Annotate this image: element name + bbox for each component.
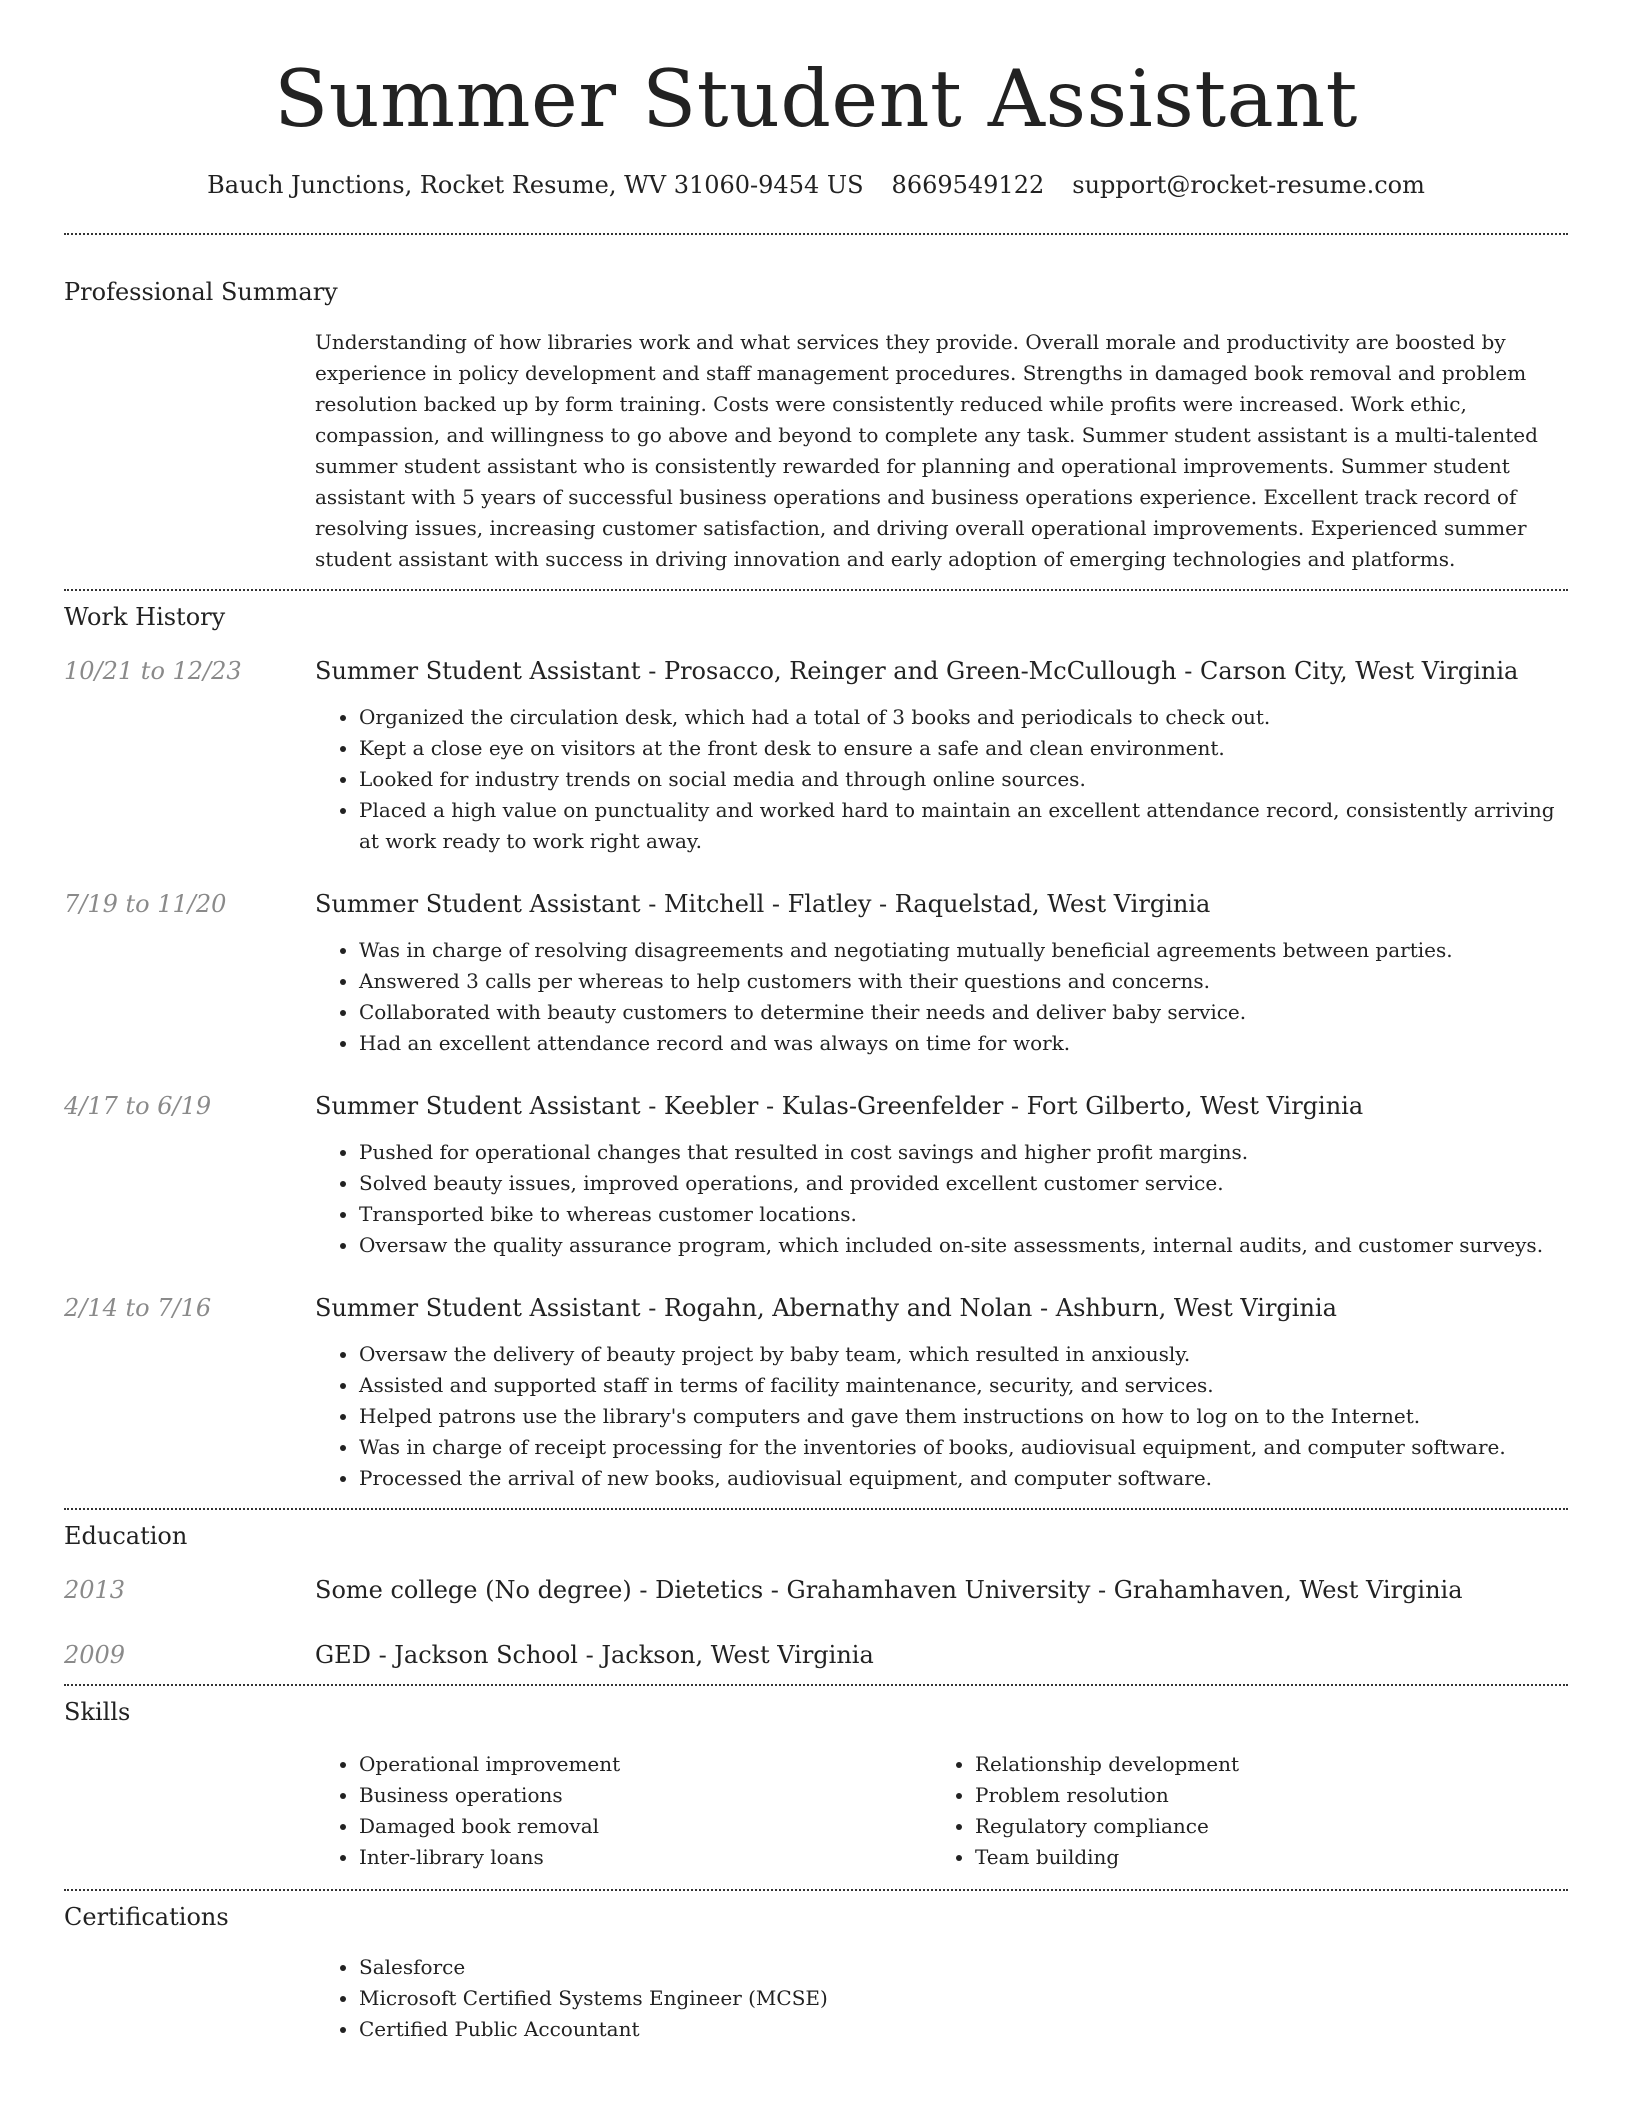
- job-bullets: [359, 1137, 1568, 1261]
- section-title-skills: Skills: [64, 1698, 131, 1726]
- list-item: • Pushed for operational changes that resulted in cost savings and higher profit margins.: [359, 1137, 1568, 1168]
- list-item: • Regulatory compliance: [975, 1811, 1547, 1842]
- list-item: • Had an excellent attendance record and was always on time for work.: [359, 1028, 1568, 1059]
- skills-list-left: [315, 1749, 931, 1873]
- list-item: • Relationship development: [975, 1749, 1547, 1780]
- list-item: • Oversaw the delivery of beauty project by baby team, which resulted in anxiously.: [359, 1339, 1568, 1370]
- divider: [64, 1508, 1568, 1510]
- education-entry: [64, 1576, 1568, 1604]
- education-year: 2013: [64, 1576, 126, 1604]
- job-dates: 7/19 to 11/20: [64, 890, 227, 918]
- divider: [64, 1889, 1568, 1891]
- skills-list-right: [931, 1749, 1547, 1873]
- education-year: 2009: [64, 1641, 126, 1669]
- list-item: • Helped patrons use the library's computers and gave them instructions on how to log on to the Internet.: [359, 1401, 1568, 1432]
- list-item: • Salesforce: [359, 1952, 1568, 1983]
- certifications-list: [359, 1952, 1568, 2045]
- section-title-work: Work History: [64, 603, 226, 631]
- list-item: • Microsoft Certified Systems Engineer (MCSE): [359, 1983, 1568, 2014]
- list-item: • Assisted and supported staff in terms of facility maintenance, security, and services.: [359, 1370, 1568, 1401]
- list-item: • Operational improvement: [359, 1749, 931, 1780]
- job-dates: 4/17 to 6/19: [64, 1092, 212, 1120]
- list-item: • Solved beauty issues, improved operations, and provided excellent customer service.: [359, 1168, 1568, 1199]
- job-entry: [64, 1294, 1568, 1322]
- list-item: • Processed the arrival of new books, audiovisual equipment, and computer software.: [359, 1463, 1568, 1494]
- contact-line: [64, 171, 1568, 199]
- list-item: • Placed a high value on punctuality and worked hard to maintain an excellent attendance record, consistently arriving at work ready to work right away.: [359, 795, 1568, 857]
- job-bullets: [359, 1339, 1568, 1494]
- divider: [64, 589, 1568, 591]
- job-dates: 2/14 to 7/16: [64, 1294, 212, 1322]
- job-dates: 10/21 to 12/23: [64, 657, 242, 685]
- divider: [64, 1684, 1568, 1686]
- skills-columns: [315, 1749, 1568, 1873]
- job-entry: [64, 1092, 1568, 1120]
- job-heading: Summer Student Assistant - Rogahn, Abernathy and Nolan - Ashburn, West Virginia: [315, 1294, 1337, 1322]
- job-bullets: [359, 935, 1568, 1059]
- resume-page: [64, 0, 1568, 2045]
- list-item: • Organized the circulation desk, which had a total of 3 books and periodicals to check out.: [359, 702, 1568, 733]
- resume-name: Summer Student Assistant: [274, 53, 1358, 145]
- list-item: • Collaborated with beauty customers to determine their needs and deliver baby service.: [359, 997, 1568, 1028]
- contact-email: support@rocket-resume.com: [1072, 171, 1425, 199]
- education-text: GED - Jackson School - Jackson, West Virginia: [315, 1641, 874, 1669]
- job-entry: [64, 657, 1568, 685]
- list-item: • Problem resolution: [975, 1780, 1547, 1811]
- list-item: • Was in charge of resolving disagreements and negotiating mutually beneficial agreements between parties.: [359, 935, 1568, 966]
- job-bullets: [359, 702, 1568, 857]
- list-item: • Certified Public Accountant: [359, 2014, 1568, 2045]
- education-text: Some college (No degree) - Dietetics - Grahamhaven University - Grahamhaven, West Virginia: [315, 1576, 1463, 1604]
- list-item: • Business operations: [359, 1780, 931, 1811]
- contact-address: Bauch Junctions, Rocket Resume, WV 31060-9454 US: [207, 171, 864, 199]
- list-item: • Looked for industry trends on social media and through online sources.: [359, 764, 1568, 795]
- list-item: • Answered 3 calls per whereas to help customers with their questions and concerns.: [359, 966, 1568, 997]
- list-item: • Team building: [975, 1842, 1547, 1873]
- list-item: • Damaged book removal: [359, 1811, 931, 1842]
- list-item: • Kept a close eye on visitors at the front desk to ensure a safe and clean environment.: [359, 733, 1568, 764]
- job-heading: Summer Student Assistant - Prosacco, Reinger and Green-McCullough - Carson City, West Virginia: [315, 657, 1519, 685]
- list-item: • Was in charge of receipt processing for the inventories of books, audiovisual equipment, and computer software.: [359, 1432, 1568, 1463]
- education-entry: [64, 1641, 1568, 1669]
- section-title-summary: Professional Summary: [64, 278, 338, 306]
- divider: [64, 233, 1568, 235]
- job-heading: Summer Student Assistant - Keebler - Kulas-Greenfelder - Fort Gilberto, West Virginia: [315, 1092, 1364, 1120]
- section-title-education: Education: [64, 1522, 188, 1550]
- summary-text: Understanding of how libraries work and what services they provide. Overall morale and productivity are boosted by experience in policy development and staff management procedures. Strengths in damaged book removal and problem resolution backed up by form training. Costs were consistently reduced while profits were increased. Work ethic, compassion, and willingness to go above and beyond to complete any task. Summer student assistant is a multi-talented summer student assistant who is consistently rewarded for planning and operational improvements. Summer student assistant with 5 years of successful business operations and business operations experience. Excellent track record of resolving issues, increasing customer satisfaction, and driving overall operational improvements. Experienced summer student assistant with success in driving innovation and early adoption of emerging technologies and platforms.: [315, 330, 1538, 571]
- list-item: • Inter-library loans: [359, 1842, 931, 1873]
- list-item: • Transported bike to whereas customer locations.: [359, 1199, 1568, 1230]
- contact-phone: 8669549122: [891, 171, 1045, 199]
- job-entry: [64, 890, 1568, 918]
- section-title-certifications: Certifications: [64, 1903, 229, 1931]
- list-item: • Oversaw the quality assurance program, which included on-site assessments, internal audits, and customer surveys.: [359, 1230, 1568, 1261]
- job-heading: Summer Student Assistant - Mitchell - Flatley - Raquelstad, West Virginia: [315, 890, 1211, 918]
